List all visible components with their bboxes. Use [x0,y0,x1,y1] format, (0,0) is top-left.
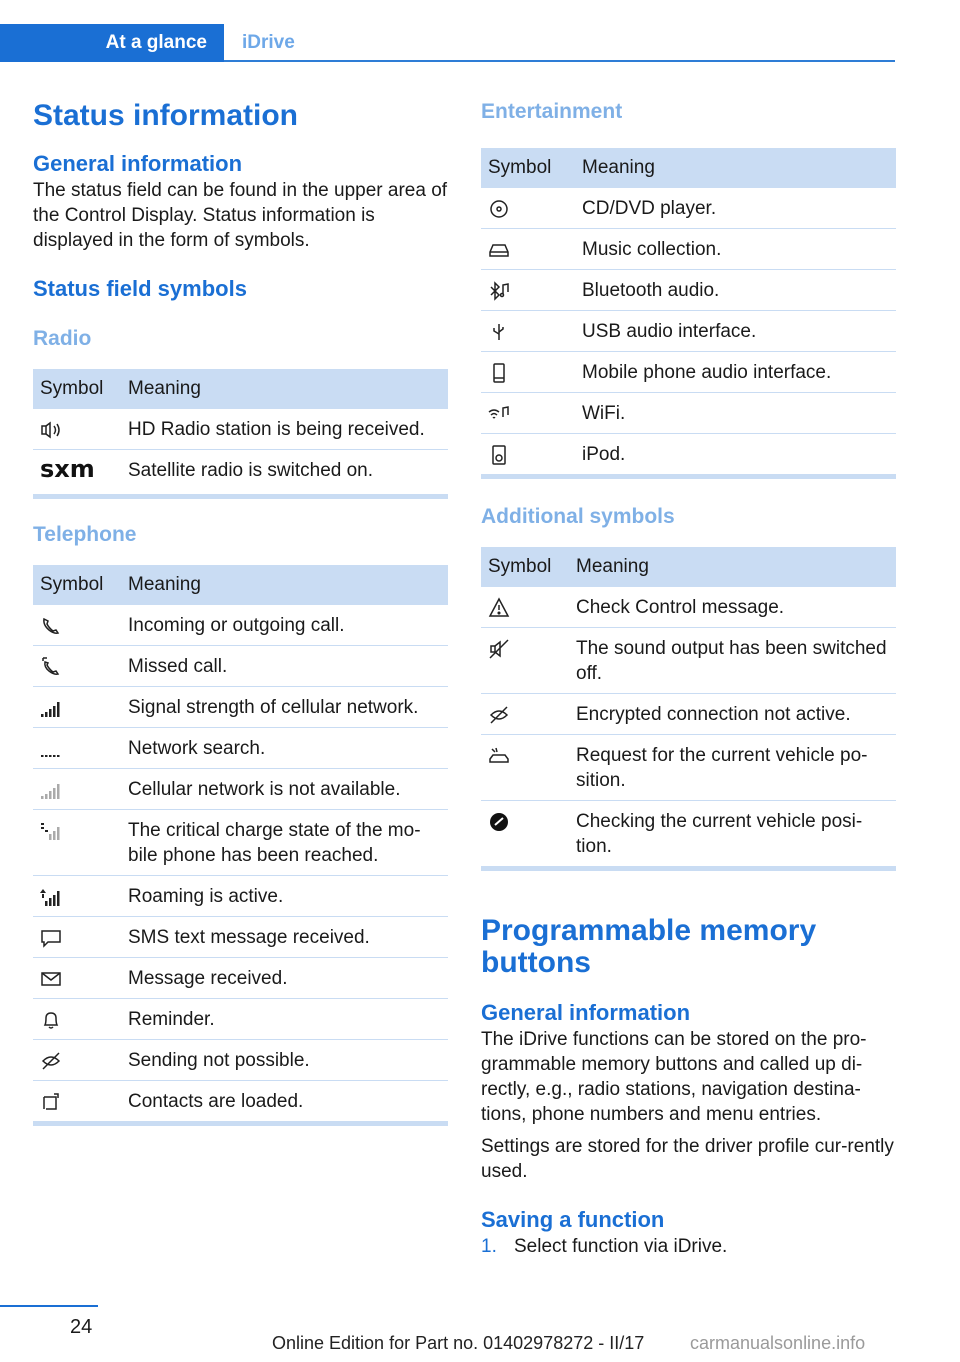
tab-at-a-glance[interactable]: At a glance [0,24,224,62]
table-cell-meaning: Bluetooth audio. [575,270,896,311]
radio-table [33,369,448,499]
music-collection-icon [488,239,510,261]
table-row [481,434,896,477]
table-row [33,1040,448,1081]
page-number: 24 [70,1316,93,1338]
additional-table [481,547,896,871]
col-meaning-header: Meaning [575,148,896,188]
table-cell-meaning: Music collection. [575,229,896,270]
table-row [33,876,448,917]
table-row [33,646,448,687]
table-cell-meaning: Contacts are loaded. [121,1081,448,1124]
table-cell-meaning: Missed call. [121,646,448,687]
table-cell-meaning: Checking the current vehicle posi-tion. [569,801,896,869]
edition-text: Online Edition for Part no. 01402978272 - II/17 [272,1333,645,1353]
table-cell-meaning: Sending not possible. [121,1040,448,1081]
pmb-general-heading: General information [481,1000,691,1025]
table-cell-meaning: HD Radio station is being received. [121,409,448,450]
table-cell-meaning: SMS text message received. [121,917,448,958]
page-title: Status information [33,99,299,132]
general-info-text: The status field can be found in the upper area of the Control Display. Status information is displayed in the form of symbols. [33,180,448,251]
telephone-heading: Telephone [33,523,137,546]
table-row [481,188,896,229]
phone-call-icon [40,615,62,637]
envelope-icon [40,968,62,990]
table-cell-meaning: Satellite radio is switched on. [121,450,448,497]
saving-function-heading: Saving a function [481,1207,665,1232]
mobile-phone-icon [488,362,510,384]
table-cell-meaning: Signal strength of cellular network. [121,687,448,728]
no-network-icon [40,779,62,801]
table-cell-meaning: The sound output has been switched off. [569,628,896,694]
table-cell-meaning: Incoming or outgoing call. [121,605,448,646]
table-row [33,728,448,769]
wifi-icon [488,403,510,425]
table-row [33,450,448,497]
warning-icon [488,597,510,619]
speaker-off-icon [488,638,510,660]
pmb-text-1: The iDrive functions can be stored on the pro-grammable memory buttons and called up di-rectly, e.g., radio stations, navigation destina-tions, phone numbers and menu entries. [481,1029,867,1125]
table-cell-meaning: Reminder. [121,999,448,1040]
telephone-table [33,565,448,1126]
left-column [33,98,448,1126]
footer-rule [0,1305,98,1307]
table-row [33,917,448,958]
table-cell-meaning: USB audio interface. [575,311,896,352]
general-info-heading: General information [33,151,243,176]
col-symbol-header: Symbol [33,565,121,605]
table-cell-meaning: Roaming is active. [121,876,448,917]
table-cell-meaning: CD/DVD player. [575,188,896,229]
step-text: Select function via iDrive. [514,1236,728,1257]
sending-not-possible-icon [40,1050,62,1072]
table-row [33,1081,448,1124]
col-symbol-header: Symbol [481,148,575,188]
sms-icon [40,927,62,949]
table-header-row [33,565,448,605]
pmb-heading: Programmable memory buttons [481,914,817,979]
additional-symbols-heading: Additional symbols [481,505,675,528]
vehicle-position-check-icon [488,811,510,833]
table-row [481,352,896,393]
bell-icon [40,1009,62,1031]
table-cell-meaning: iPod. [575,434,896,477]
steps-list [481,1234,896,1259]
hd-radio-icon [40,419,62,441]
vehicle-position-request-icon [488,745,510,767]
table-row [33,810,448,876]
table-row [33,409,448,450]
contacts-icon [40,1091,62,1113]
table-row [481,735,896,801]
col-symbol-header: Symbol [481,547,569,587]
status-field-heading: Status field symbols [33,276,247,301]
table-row [481,628,896,694]
table-row [33,605,448,646]
encryption-off-icon [488,704,510,726]
table-cell-meaning: Mobile phone audio interface. [575,352,896,393]
table-cell-meaning: Encrypted connection not active. [569,694,896,735]
step-number: 1. [481,1236,497,1257]
bluetooth-audio-icon [488,280,510,302]
table-row [481,311,896,352]
col-meaning-header: Meaning [121,565,448,605]
table-row [481,393,896,434]
table-header-row [481,148,896,188]
table-cell-meaning: WiFi. [575,393,896,434]
table-row [33,958,448,999]
table-cell-meaning: Request for the current vehicle po-sition. [569,735,896,801]
table-cell-meaning: Cellular network is not available. [121,769,448,810]
header-tabs [0,24,895,62]
critical-charge-icon [40,820,62,842]
signal-strength-icon [40,697,62,719]
table-header-row [481,547,896,587]
missed-call-icon [40,656,62,678]
table-row [481,229,896,270]
entertainment-table [481,148,896,479]
table-row [33,999,448,1040]
table-cell-meaning: Message received. [121,958,448,999]
roaming-icon [40,886,62,908]
table-cell-meaning: Network search. [121,728,448,769]
ipod-icon [488,444,510,466]
table-row [481,587,896,628]
col-meaning-header: Meaning [121,369,448,409]
table-row [33,687,448,728]
usb-icon [488,321,510,343]
list-item [481,1234,896,1259]
watermark: carmanualsonline.info [690,1333,866,1353]
network-search-icon [40,738,62,760]
right-column [481,98,896,1259]
table-cell-meaning: The critical charge state of the mo-bile phone has been reached. [121,810,448,876]
table-header-row [33,369,448,409]
table-row [481,694,896,735]
table-row [481,270,896,311]
entertainment-heading: Entertainment [481,100,623,123]
tab-idrive[interactable]: iDrive [242,32,295,53]
pmb-text-2: Settings are stored for the driver profile cur-rently used. [481,1136,894,1182]
table-cell-meaning: Check Control message. [569,587,896,628]
sxm-logo-icon [40,458,112,487]
col-meaning-header: Meaning [569,547,896,587]
radio-heading: Radio [33,327,92,350]
table-row [481,801,896,869]
col-symbol-header: Symbol [33,369,121,409]
table-row [33,769,448,810]
cd-icon [488,198,510,220]
svg-text:sxm: sxm [40,458,95,480]
